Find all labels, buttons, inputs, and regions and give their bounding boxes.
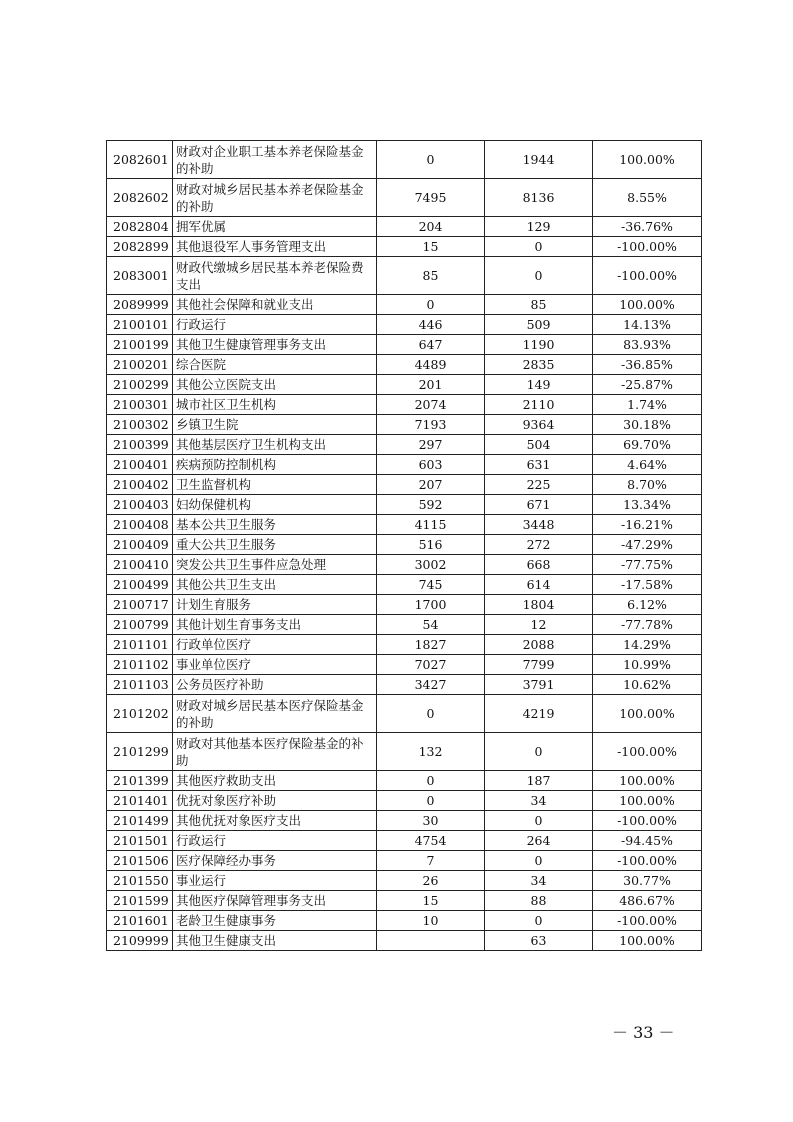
item-code-cell: 2101102 (107, 655, 173, 675)
change-percent-cell: 8.55% (593, 179, 702, 217)
change-percent-cell: 14.13% (593, 315, 702, 335)
item-code-cell: 2101499 (107, 811, 173, 831)
item-name-cell: 财政代缴城乡居民基本养老保险费支出 (173, 257, 377, 295)
item-code-cell: 2100403 (107, 495, 173, 515)
current-year-value-cell: 187 (485, 771, 593, 791)
item-name-cell: 行政单位医疗 (173, 635, 377, 655)
prior-year-value-cell: 3002 (377, 555, 485, 575)
prior-year-value-cell: 30 (377, 811, 485, 831)
change-percent-cell: -77.75% (593, 555, 702, 575)
item-name-cell: 财政对城乡居民基本医疗保险基金的补助 (173, 695, 377, 733)
change-percent-cell: 100.00% (593, 141, 702, 179)
item-name-cell: 其他退役军人事务管理支出 (173, 237, 377, 257)
prior-year-value-cell: 592 (377, 495, 485, 515)
item-code-cell: 2082601 (107, 141, 173, 179)
item-code-cell: 2101401 (107, 791, 173, 811)
change-percent-cell: -100.00% (593, 237, 702, 257)
prior-year-value-cell (377, 931, 485, 951)
current-year-value-cell: 631 (485, 455, 593, 475)
prior-year-value-cell: 204 (377, 217, 485, 237)
item-code-cell: 2083001 (107, 257, 173, 295)
change-percent-cell: -100.00% (593, 733, 702, 771)
current-year-value-cell: 34 (485, 791, 593, 811)
change-percent-cell: 30.77% (593, 871, 702, 891)
table-row (107, 455, 702, 475)
prior-year-value-cell: 54 (377, 615, 485, 635)
prior-year-value-cell: 7027 (377, 655, 485, 675)
table-row (107, 771, 702, 791)
item-name-cell: 其他公立医院支出 (173, 375, 377, 395)
item-code-cell: 2100408 (107, 515, 173, 535)
prior-year-value-cell: 3427 (377, 675, 485, 695)
table-row (107, 831, 702, 851)
item-name-cell: 卫生监督机构 (173, 475, 377, 495)
current-year-value-cell: 614 (485, 575, 593, 595)
item-code-cell: 2082804 (107, 217, 173, 237)
item-name-cell: 事业运行 (173, 871, 377, 891)
prior-year-value-cell: 15 (377, 891, 485, 911)
current-year-value-cell: 0 (485, 851, 593, 871)
table-row (107, 555, 702, 575)
prior-year-value-cell: 297 (377, 435, 485, 455)
current-year-value-cell: 3448 (485, 515, 593, 535)
current-year-value-cell: 0 (485, 811, 593, 831)
prior-year-value-cell: 4754 (377, 831, 485, 851)
item-name-cell: 其他卫生健康支出 (173, 931, 377, 951)
table-row (107, 237, 702, 257)
current-year-value-cell: 2088 (485, 635, 593, 655)
prior-year-value-cell: 201 (377, 375, 485, 395)
item-name-cell: 综合医院 (173, 355, 377, 375)
item-name-cell: 其他计划生育事务支出 (173, 615, 377, 635)
current-year-value-cell: 509 (485, 315, 593, 335)
item-name-cell: 疾病预防控制机构 (173, 455, 377, 475)
item-name-cell: 计划生育服务 (173, 595, 377, 615)
current-year-value-cell: 1944 (485, 141, 593, 179)
prior-year-value-cell: 4115 (377, 515, 485, 535)
item-name-cell: 事业单位医疗 (173, 655, 377, 675)
current-year-value-cell: 272 (485, 535, 593, 555)
current-year-value-cell: 8136 (485, 179, 593, 217)
current-year-value-cell: 12 (485, 615, 593, 635)
prior-year-value-cell: 85 (377, 257, 485, 295)
table-row (107, 811, 702, 831)
item-name-cell: 拥军优属 (173, 217, 377, 237)
change-percent-cell: 10.62% (593, 675, 702, 695)
prior-year-value-cell: 132 (377, 733, 485, 771)
table-row (107, 871, 702, 891)
current-year-value-cell: 3791 (485, 675, 593, 695)
item-code-cell: 2082899 (107, 237, 173, 257)
current-year-value-cell: 149 (485, 375, 593, 395)
item-code-cell: 2100199 (107, 335, 173, 355)
change-percent-cell: -16.21% (593, 515, 702, 535)
change-percent-cell: -47.29% (593, 535, 702, 555)
current-year-value-cell: 0 (485, 257, 593, 295)
item-name-cell: 老龄卫生健康事务 (173, 911, 377, 931)
change-percent-cell: 100.00% (593, 695, 702, 733)
table-row (107, 595, 702, 615)
current-year-value-cell: 225 (485, 475, 593, 495)
change-percent-cell: -100.00% (593, 911, 702, 931)
current-year-value-cell: 0 (485, 733, 593, 771)
item-name-cell: 其他优抚对象医疗支出 (173, 811, 377, 831)
change-percent-cell: 6.12% (593, 595, 702, 615)
table-row (107, 295, 702, 315)
current-year-value-cell: 668 (485, 555, 593, 575)
item-code-cell: 2100409 (107, 535, 173, 555)
item-code-cell: 2101202 (107, 695, 173, 733)
item-code-cell: 2100499 (107, 575, 173, 595)
item-code-cell: 2100399 (107, 435, 173, 455)
table-row (107, 733, 702, 771)
prior-year-value-cell: 0 (377, 791, 485, 811)
item-code-cell: 2100302 (107, 415, 173, 435)
item-code-cell: 2100799 (107, 615, 173, 635)
current-year-value-cell: 88 (485, 891, 593, 911)
change-percent-cell: -100.00% (593, 851, 702, 871)
current-year-value-cell: 85 (485, 295, 593, 315)
change-percent-cell: -100.00% (593, 811, 702, 831)
change-percent-cell: -94.45% (593, 831, 702, 851)
item-code-cell: 2101399 (107, 771, 173, 791)
table-row (107, 851, 702, 871)
table-row (107, 355, 702, 375)
table-row (107, 911, 702, 931)
prior-year-value-cell: 0 (377, 695, 485, 733)
prior-year-value-cell: 745 (377, 575, 485, 595)
prior-year-value-cell: 1700 (377, 595, 485, 615)
prior-year-value-cell: 0 (377, 141, 485, 179)
change-percent-cell: 100.00% (593, 295, 702, 315)
item-code-cell: 2100401 (107, 455, 173, 475)
current-year-value-cell: 129 (485, 217, 593, 237)
change-percent-cell: -17.58% (593, 575, 702, 595)
table-row (107, 675, 702, 695)
current-year-value-cell: 34 (485, 871, 593, 891)
item-code-cell: 2101506 (107, 851, 173, 871)
change-percent-cell: 30.18% (593, 415, 702, 435)
prior-year-value-cell: 15 (377, 237, 485, 257)
change-percent-cell: 8.70% (593, 475, 702, 495)
prior-year-value-cell: 26 (377, 871, 485, 891)
table-row (107, 179, 702, 217)
prior-year-value-cell: 603 (377, 455, 485, 475)
item-code-cell: 2101299 (107, 733, 173, 771)
item-name-cell: 其他基层医疗卫生机构支出 (173, 435, 377, 455)
table-row (107, 257, 702, 295)
item-name-cell: 医疗保障经办事务 (173, 851, 377, 871)
table-row (107, 335, 702, 355)
item-name-cell: 基本公共卫生服务 (173, 515, 377, 535)
budget-table-body (107, 141, 702, 951)
current-year-value-cell: 9364 (485, 415, 593, 435)
table-row (107, 575, 702, 595)
item-name-cell: 财政对城乡居民基本养老保险基金的补助 (173, 179, 377, 217)
change-percent-cell: -25.87% (593, 375, 702, 395)
table-row (107, 495, 702, 515)
prior-year-value-cell: 0 (377, 771, 485, 791)
table-row (107, 655, 702, 675)
change-percent-cell: -36.76% (593, 217, 702, 237)
prior-year-value-cell: 207 (377, 475, 485, 495)
prior-year-value-cell: 0 (377, 295, 485, 315)
item-name-cell: 其他公共卫生支出 (173, 575, 377, 595)
current-year-value-cell: 4219 (485, 695, 593, 733)
prior-year-value-cell: 7193 (377, 415, 485, 435)
prior-year-value-cell: 647 (377, 335, 485, 355)
item-name-cell: 行政运行 (173, 315, 377, 335)
change-percent-cell: -36.85% (593, 355, 702, 375)
current-year-value-cell: 63 (485, 931, 593, 951)
item-name-cell: 财政对其他基本医疗保险基金的补助 (173, 733, 377, 771)
change-percent-cell: 100.00% (593, 791, 702, 811)
table-row (107, 931, 702, 951)
current-year-value-cell: 504 (485, 435, 593, 455)
table-row (107, 475, 702, 495)
table-row (107, 217, 702, 237)
change-percent-cell: 10.99% (593, 655, 702, 675)
page-number: － 33 － (612, 1023, 675, 1042)
table-row (107, 635, 702, 655)
change-percent-cell: 69.70% (593, 435, 702, 455)
item-code-cell: 2100201 (107, 355, 173, 375)
item-name-cell: 财政对企业职工基本养老保险基金的补助 (173, 141, 377, 179)
change-percent-cell: 14.29% (593, 635, 702, 655)
current-year-value-cell: 0 (485, 911, 593, 931)
item-name-cell: 优抚对象医疗补助 (173, 791, 377, 811)
item-name-cell: 乡镇卫生院 (173, 415, 377, 435)
table-row (107, 435, 702, 455)
table-row (107, 375, 702, 395)
item-code-cell: 2100301 (107, 395, 173, 415)
item-code-cell: 2101103 (107, 675, 173, 695)
current-year-value-cell: 1190 (485, 335, 593, 355)
change-percent-cell: 100.00% (593, 931, 702, 951)
table-row (107, 415, 702, 435)
current-year-value-cell: 7799 (485, 655, 593, 675)
item-code-cell: 2101599 (107, 891, 173, 911)
table-row (107, 535, 702, 555)
table-row (107, 615, 702, 635)
item-name-cell: 突发公共卫生事件应急处理 (173, 555, 377, 575)
item-name-cell: 重大公共卫生服务 (173, 535, 377, 555)
item-code-cell: 2100402 (107, 475, 173, 495)
change-percent-cell: 486.67% (593, 891, 702, 911)
change-percent-cell: 100.00% (593, 771, 702, 791)
change-percent-cell: -77.78% (593, 615, 702, 635)
current-year-value-cell: 1804 (485, 595, 593, 615)
item-name-cell: 城市社区卫生机构 (173, 395, 377, 415)
change-percent-cell: -100.00% (593, 257, 702, 295)
current-year-value-cell: 671 (485, 495, 593, 515)
prior-year-value-cell: 4489 (377, 355, 485, 375)
table-row (107, 141, 702, 179)
prior-year-value-cell: 2074 (377, 395, 485, 415)
item-code-cell: 2100299 (107, 375, 173, 395)
item-code-cell: 2101601 (107, 911, 173, 931)
item-code-cell: 2100410 (107, 555, 173, 575)
item-code-cell: 2101501 (107, 831, 173, 851)
change-percent-cell: 4.64% (593, 455, 702, 475)
prior-year-value-cell: 516 (377, 535, 485, 555)
table-row (107, 891, 702, 911)
change-percent-cell: 83.93% (593, 335, 702, 355)
table-row (107, 315, 702, 335)
prior-year-value-cell: 1827 (377, 635, 485, 655)
item-name-cell: 其他卫生健康管理事务支出 (173, 335, 377, 355)
change-percent-cell: 1.74% (593, 395, 702, 415)
prior-year-value-cell: 10 (377, 911, 485, 931)
item-code-cell: 2101101 (107, 635, 173, 655)
item-name-cell: 其他社会保障和就业支出 (173, 295, 377, 315)
current-year-value-cell: 2110 (485, 395, 593, 415)
item-code-cell: 2100101 (107, 315, 173, 335)
prior-year-value-cell: 7 (377, 851, 485, 871)
item-code-cell: 2101550 (107, 871, 173, 891)
prior-year-value-cell: 446 (377, 315, 485, 335)
item-code-cell: 2100717 (107, 595, 173, 615)
item-name-cell: 公务员医疗补助 (173, 675, 377, 695)
item-code-cell: 2109999 (107, 931, 173, 951)
item-code-cell: 2089999 (107, 295, 173, 315)
current-year-value-cell: 0 (485, 237, 593, 257)
current-year-value-cell: 2835 (485, 355, 593, 375)
table-row (107, 791, 702, 811)
item-name-cell: 行政运行 (173, 831, 377, 851)
item-name-cell: 其他医疗救助支出 (173, 771, 377, 791)
item-name-cell: 其他医疗保障管理事务支出 (173, 891, 377, 911)
current-year-value-cell: 264 (485, 831, 593, 851)
prior-year-value-cell: 7495 (377, 179, 485, 217)
change-percent-cell: 13.34% (593, 495, 702, 515)
item-code-cell: 2082602 (107, 179, 173, 217)
item-name-cell: 妇幼保健机构 (173, 495, 377, 515)
table-row (107, 695, 702, 733)
table-row (107, 515, 702, 535)
budget-table (106, 140, 702, 951)
table-row (107, 395, 702, 415)
